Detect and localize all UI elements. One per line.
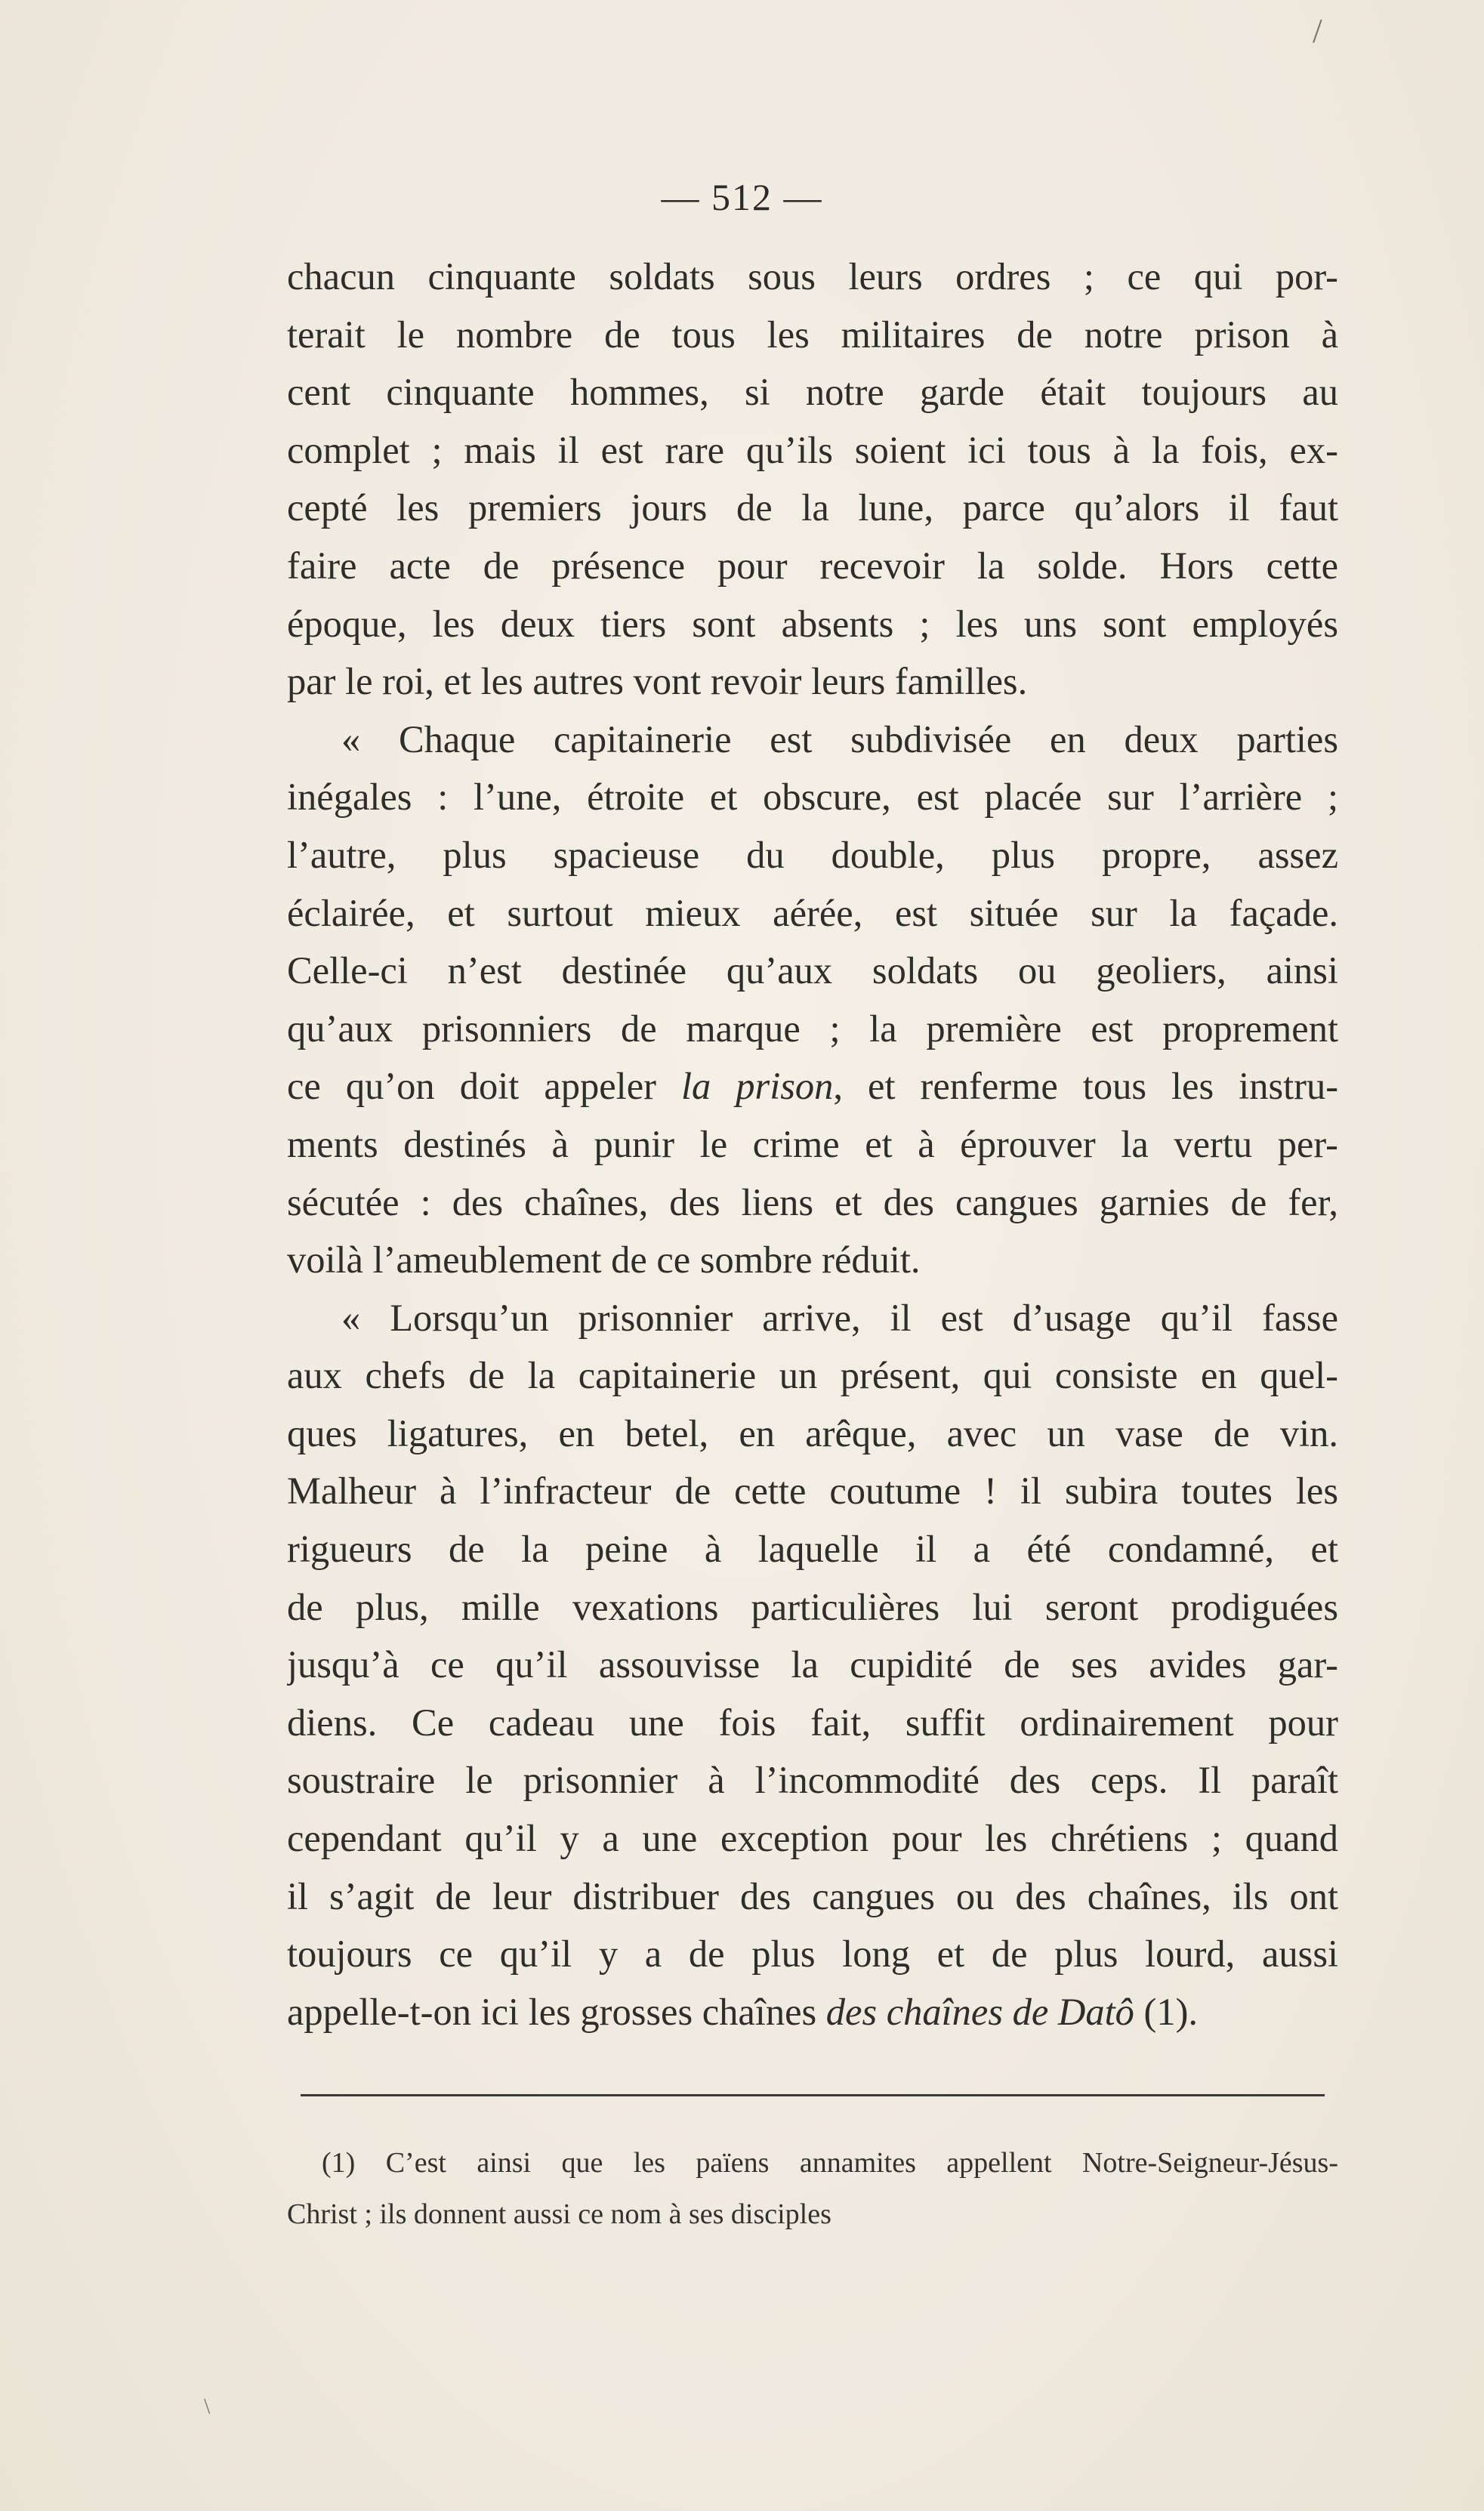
text-line: éclairée, et surtout mieux aérée, est située sur la façade. bbox=[287, 891, 1338, 934]
footnote-line: Christ ; ils donnent aussi ce nom à ses disciples bbox=[287, 2198, 831, 2230]
footnote-divider bbox=[301, 2094, 1325, 2096]
body-text bbox=[287, 248, 1338, 2041]
text-line: cent cinquante hommes, si notre garde était toujours au bbox=[287, 371, 1338, 414]
text-line: inégales : l’une, étroite et obscure, est placée sur l’arrière ; bbox=[287, 776, 1338, 819]
text-line: rigueurs de la peine à laquelle il a été condamné, et bbox=[287, 1528, 1338, 1571]
text-line: aux chefs de la capitainerie un présent, qui consiste en quel- bbox=[287, 1354, 1338, 1397]
text-line-italic bbox=[287, 1983, 1338, 2041]
text-line-italic bbox=[287, 1057, 1338, 1115]
text-line: « Lorsqu’un prisonnier arrive, il est d’usage qu’il fasse bbox=[341, 1296, 1338, 1339]
italic-term: la prison bbox=[680, 1065, 834, 1108]
margin-tick: \ bbox=[204, 2394, 211, 2419]
text-line: qu’aux prisonniers de marque ; la première est proprement bbox=[287, 1007, 1338, 1050]
text-line: de plus, mille vexations particulières lui seront prodiguées bbox=[287, 1585, 1338, 1628]
footnote-line: (1) C’est ainsi que les païens annamites appellent Notre-Seigneur-Jésus- bbox=[322, 2147, 1338, 2179]
text-segment: appelle-t-on ici les grosses chaînes bbox=[287, 1990, 826, 2033]
text-line: jusqu’à ce qu’il assouvisse la cupidité de ses avides gar- bbox=[287, 1643, 1338, 1686]
text-line: ments destinés à punir le crime et à éprouver la vertu per- bbox=[287, 1122, 1338, 1165]
text-line: toujours ce qu’il y a de plus long et de plus lourd, aussi bbox=[287, 1933, 1338, 1976]
text-line: terait le nombre de tous les militaires de notre prison à bbox=[287, 313, 1338, 356]
footnote-ref: (1). bbox=[1134, 1990, 1199, 2033]
text-line: par le roi, et les autres vont revoir leurs familles. bbox=[287, 660, 1028, 703]
text-segment: ce qu’on doit appeler bbox=[287, 1065, 681, 1108]
text-line: ques ligatures, en betel, en arêque, avec un vase de vin. bbox=[287, 1411, 1338, 1454]
text-line: faire acte de présence pour recevoir la solde. Hors cette bbox=[287, 544, 1338, 587]
text-line: il s’agit de leur distribuer des cangues ou des chaînes, ils ont bbox=[287, 1874, 1338, 1917]
corner-mark: / bbox=[1313, 11, 1322, 50]
text-line: cependant qu’il y a une exception pour les chrétiens ; quand bbox=[287, 1817, 1338, 1860]
italic-term: des chaînes de Datô bbox=[825, 1990, 1134, 2033]
text-line: diens. Ce cadeau une fois fait, suffit ordinairement pour bbox=[287, 1701, 1338, 1744]
text-line: chacun cinquante soldats sous leurs ordres ; ce qui por- bbox=[287, 255, 1338, 298]
page-number: — 512 — bbox=[661, 176, 823, 218]
text-line: l’autre, plus spacieuse du double, plus propre, assez bbox=[287, 833, 1338, 876]
text-line: sécutée : des chaînes, des liens et des cangues garnies de fer, bbox=[287, 1180, 1338, 1223]
footnote bbox=[287, 2137, 1338, 2240]
text-line: complet ; mais il est rare qu’ils soient ici tous à la fois, ex- bbox=[287, 428, 1338, 471]
text-line: voilà l’ameublement de ce sombre réduit. bbox=[287, 1239, 921, 1282]
text-line: époque, les deux tiers sont absents ; les uns sont employés bbox=[287, 602, 1338, 645]
text-line: Celle-ci n’est destinée qu’aux soldats ou geoliers, ainsi bbox=[287, 949, 1338, 992]
text-line: Malheur à l’infracteur de cette coutume ! il subira toutes les bbox=[287, 1470, 1338, 1513]
text-line: cepté les premiers jours de la lune, parce qu’alors il faut bbox=[287, 486, 1338, 529]
text-line: « Chaque capitainerie est subdivisée en deux parties bbox=[341, 717, 1338, 760]
text-line: soustraire le prisonnier à l’incommodité des ceps. Il paraît bbox=[287, 1759, 1338, 1802]
text-segment: , et renferme tous les instru- bbox=[833, 1065, 1338, 1108]
